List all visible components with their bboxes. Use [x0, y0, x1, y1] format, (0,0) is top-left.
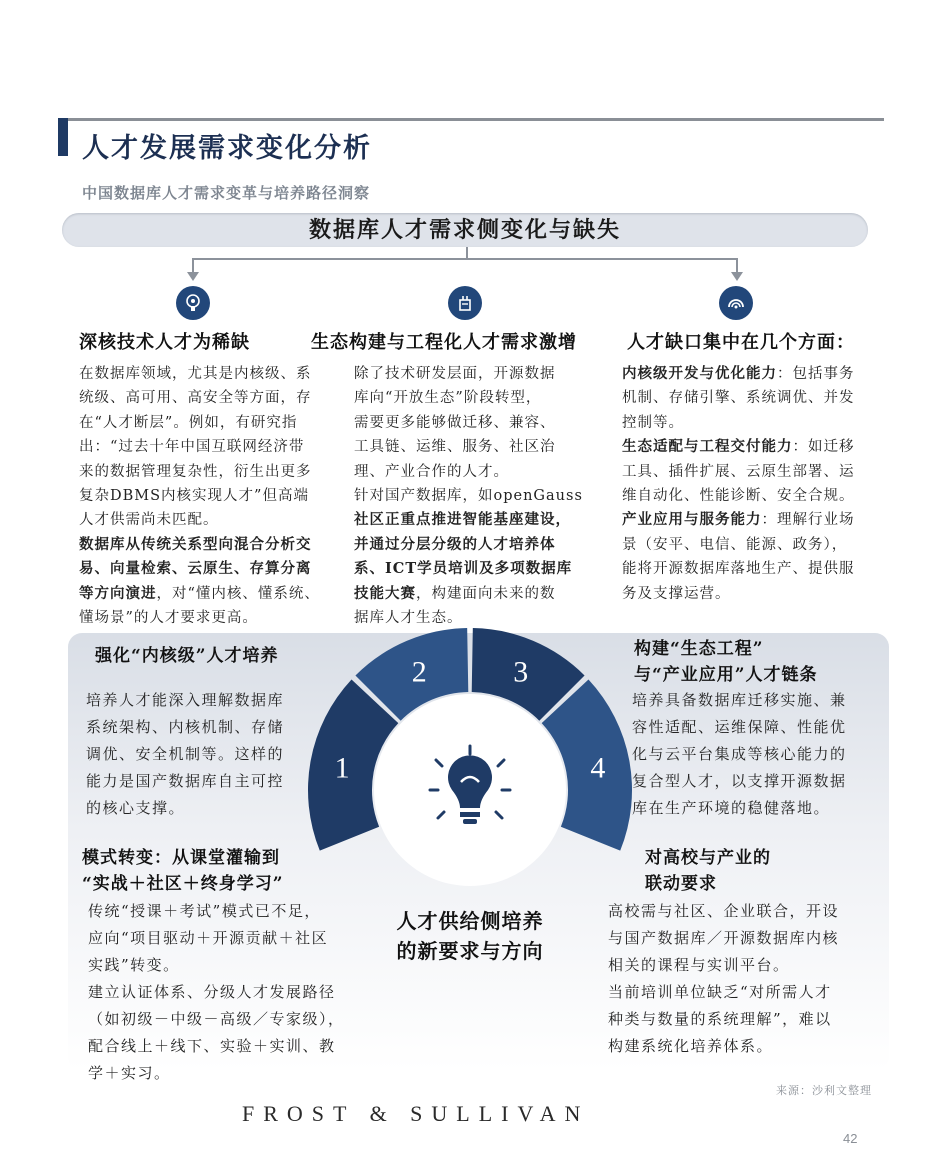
- text-line: 复杂DBMS内核实现人才”但高端: [79, 488, 309, 505]
- supply-wheel: [300, 620, 640, 900]
- text-line: 需要更多能够做迁移、兼容、: [354, 414, 556, 431]
- title-rule: [68, 118, 884, 121]
- wheel-segment-number: 4: [590, 751, 606, 785]
- text-line: 相关的课程与实训平台。: [608, 956, 790, 974]
- text-line-bold: 易、向量检索、云原生、存算分离: [79, 560, 312, 578]
- wheel-segment-number: 3: [513, 655, 529, 689]
- text-line: 工具、插件扩展、云原生部署、运: [622, 463, 855, 480]
- text-line-bold: 系、ICT学员培训及多项数据库: [354, 560, 573, 578]
- section-text-ecosystem-chain: [632, 687, 847, 822]
- connector-right: [736, 258, 738, 272]
- supply-side-label: [380, 906, 560, 966]
- heading-line: 构建“生态工程”: [634, 639, 764, 659]
- heading-line: 模式转变：从课堂灌输到: [82, 848, 280, 868]
- text-line: 人才供需尚未匹配。: [79, 512, 219, 529]
- text-span: ：: [761, 512, 777, 529]
- text-line: 复合型人才，以支撑开源数据: [632, 772, 847, 790]
- page-title: 人才发展需求变化分析: [82, 133, 372, 164]
- text-span: ：: [792, 439, 808, 456]
- text-line: 系统架构、内核机制、存储: [86, 718, 285, 736]
- text-line: 学＋实习。: [88, 1064, 171, 1082]
- column-text-core-talent: [79, 362, 339, 630]
- text-line: 景（安平、电信、能源、政务），: [622, 536, 848, 553]
- section-text-mode-shift: [88, 898, 345, 1087]
- text-line: 实践”转变。: [88, 956, 180, 974]
- text-line: 在数据库领域，尤其是内核级、系: [79, 366, 312, 382]
- text-span-bold: 等方向演进: [79, 584, 157, 602]
- arrow-left: [187, 272, 199, 281]
- text-line: 调优、安全机制等。这样的: [86, 745, 285, 763]
- text-span-bold: 技能大赛: [354, 584, 416, 602]
- page-number: 42: [843, 1131, 858, 1146]
- label-line: 人才供给侧培养: [396, 909, 544, 933]
- gap-item-label: 产业应用与服务能力: [622, 511, 762, 529]
- section-heading-ecosystem-chain: [634, 636, 818, 688]
- text-line: 培养人才能深入理解数据库: [86, 691, 285, 709]
- section-text-kernel: [86, 687, 284, 822]
- text-span: 如迁移: [808, 439, 855, 456]
- brain-gear-icon: [176, 286, 210, 320]
- text-line: 理、产业合作的人才。: [354, 463, 509, 480]
- text-line: 工具链、运维、服务、社区治: [354, 439, 556, 456]
- text-line: 维自动化、性能诊断、安全合规。: [622, 488, 855, 505]
- text-line: 除了技术研发层面，开源数据: [354, 366, 556, 382]
- heading-line: 与“产业应用”人才链条: [634, 665, 818, 685]
- gap-item-label: 内核级开发与优化能力: [622, 365, 777, 382]
- connector-left: [192, 258, 194, 272]
- text-line: 来的数据管理复杂性，衍生出更多: [79, 463, 312, 480]
- column-text-ecosystem: [354, 362, 594, 630]
- text-line: 机制、存储引擎、系统调优、并发: [622, 390, 855, 407]
- text-line-bold: 数据库从传统关系型向混合分析交: [79, 535, 312, 553]
- heading-line: 联动要求: [645, 874, 717, 894]
- text-span: 理解行业场: [777, 512, 855, 529]
- text-span: 包括事务: [792, 366, 855, 382]
- text-line: 应向“项目驱动＋开源贡献＋社区: [88, 929, 329, 947]
- toolbox-icon: [448, 286, 482, 320]
- text-line: 针对国产数据库，如openGauss: [354, 488, 583, 505]
- text-line: 出：“过去十年中国互联网经济带: [79, 439, 305, 456]
- column-heading-talent-gap: 人才缺口集中在几个方面：: [627, 332, 855, 353]
- text-line: 构建系统化培养体系。: [608, 1037, 774, 1055]
- column-text-talent-gap: [622, 362, 884, 606]
- gap-item-label: 生态适配与工程交付能力: [622, 438, 793, 456]
- text-span: ，对“懂内核、懂系统、: [156, 585, 320, 602]
- wheel-segment-number: 2: [411, 655, 427, 689]
- text-line: 库在生产环境的稳健落地。: [632, 799, 831, 817]
- section-text-linkage: [608, 898, 839, 1060]
- text-line: 库向“开放生态”阶段转型，: [354, 390, 542, 407]
- text-line: 当前培训单位缺乏“对所需人才: [608, 983, 832, 1001]
- page-subtitle: 中国数据库人才需求变革与培养路径洞察: [82, 184, 371, 202]
- section-heading-kernel: 强化“内核级”人才培养: [95, 646, 279, 666]
- text-line: 化与云平台集成等核心能力的: [632, 745, 847, 763]
- text-line: 传统“授课＋考试”模式已不足，: [88, 902, 321, 920]
- column-heading-ecosystem: 生态构建与工程化人才需求激增: [311, 332, 577, 353]
- label-line: 的新要求与方向: [396, 939, 544, 963]
- heading-line: 对高校与产业的: [645, 848, 771, 868]
- text-line: （如初级－中级－高级／专家级），: [88, 1010, 345, 1028]
- text-line: 配合线上＋线下、实验＋实训、教: [88, 1037, 336, 1055]
- wheel-segment-number: 1: [334, 751, 350, 785]
- text-line: 能力是国产数据库自主可控: [86, 772, 285, 790]
- text-line: 的核心支撑。: [86, 799, 186, 817]
- heading-line: “实战＋社区＋终身学习”: [82, 874, 284, 894]
- text-line: 培养具备数据库迁移实施、兼: [632, 691, 847, 709]
- text-line-bold: 社区正重点推进智能基座建设，: [354, 511, 571, 529]
- text-line: 在“人才断层”。例如，有研究指: [79, 414, 298, 431]
- text-line: 务及支撑运营。: [622, 585, 731, 602]
- text-line: 据库人才生态。: [354, 610, 463, 627]
- section-heading-linkage: [645, 845, 771, 897]
- text-line: 建立认证体系、分级人才发展路径: [88, 983, 336, 1001]
- text-line: 容性适配、运维保障、性能优: [632, 718, 847, 736]
- text-span: ，构建面向未来的数: [416, 585, 556, 602]
- text-line-bold: 并通过分层分级的人才培养体: [354, 535, 556, 553]
- source-note: 来源：沙利文整理: [776, 1084, 872, 1097]
- arrow-right: [731, 272, 743, 281]
- demand-side-banner: 数据库人才需求侧变化与缺失: [62, 213, 868, 247]
- section-heading-mode-shift: [82, 845, 284, 897]
- text-line: 能将开源数据库落地生产、提供服: [622, 561, 855, 578]
- text-line: 种类与数量的系统理解”，难以: [608, 1010, 832, 1028]
- text-line: 与国产数据库／开源数据库内核: [608, 929, 840, 947]
- text-line: 控制等。: [622, 414, 684, 431]
- column-heading-core-talent: 深核技术人才为稀缺: [79, 332, 250, 353]
- frost-sullivan-logo: FROST & SULLIVAN: [242, 1101, 590, 1126]
- connector-bar: [192, 258, 738, 260]
- gauge-icon: [719, 286, 753, 320]
- text-line: 懂场景”的人才要求更高。: [79, 610, 258, 627]
- title-accent-bar: [58, 118, 68, 156]
- text-line: 统级、高可用、高安全等方面，存: [79, 390, 312, 407]
- text-line: 高校需与社区、企业联合，开设: [608, 902, 840, 920]
- text-span: ：: [777, 366, 793, 382]
